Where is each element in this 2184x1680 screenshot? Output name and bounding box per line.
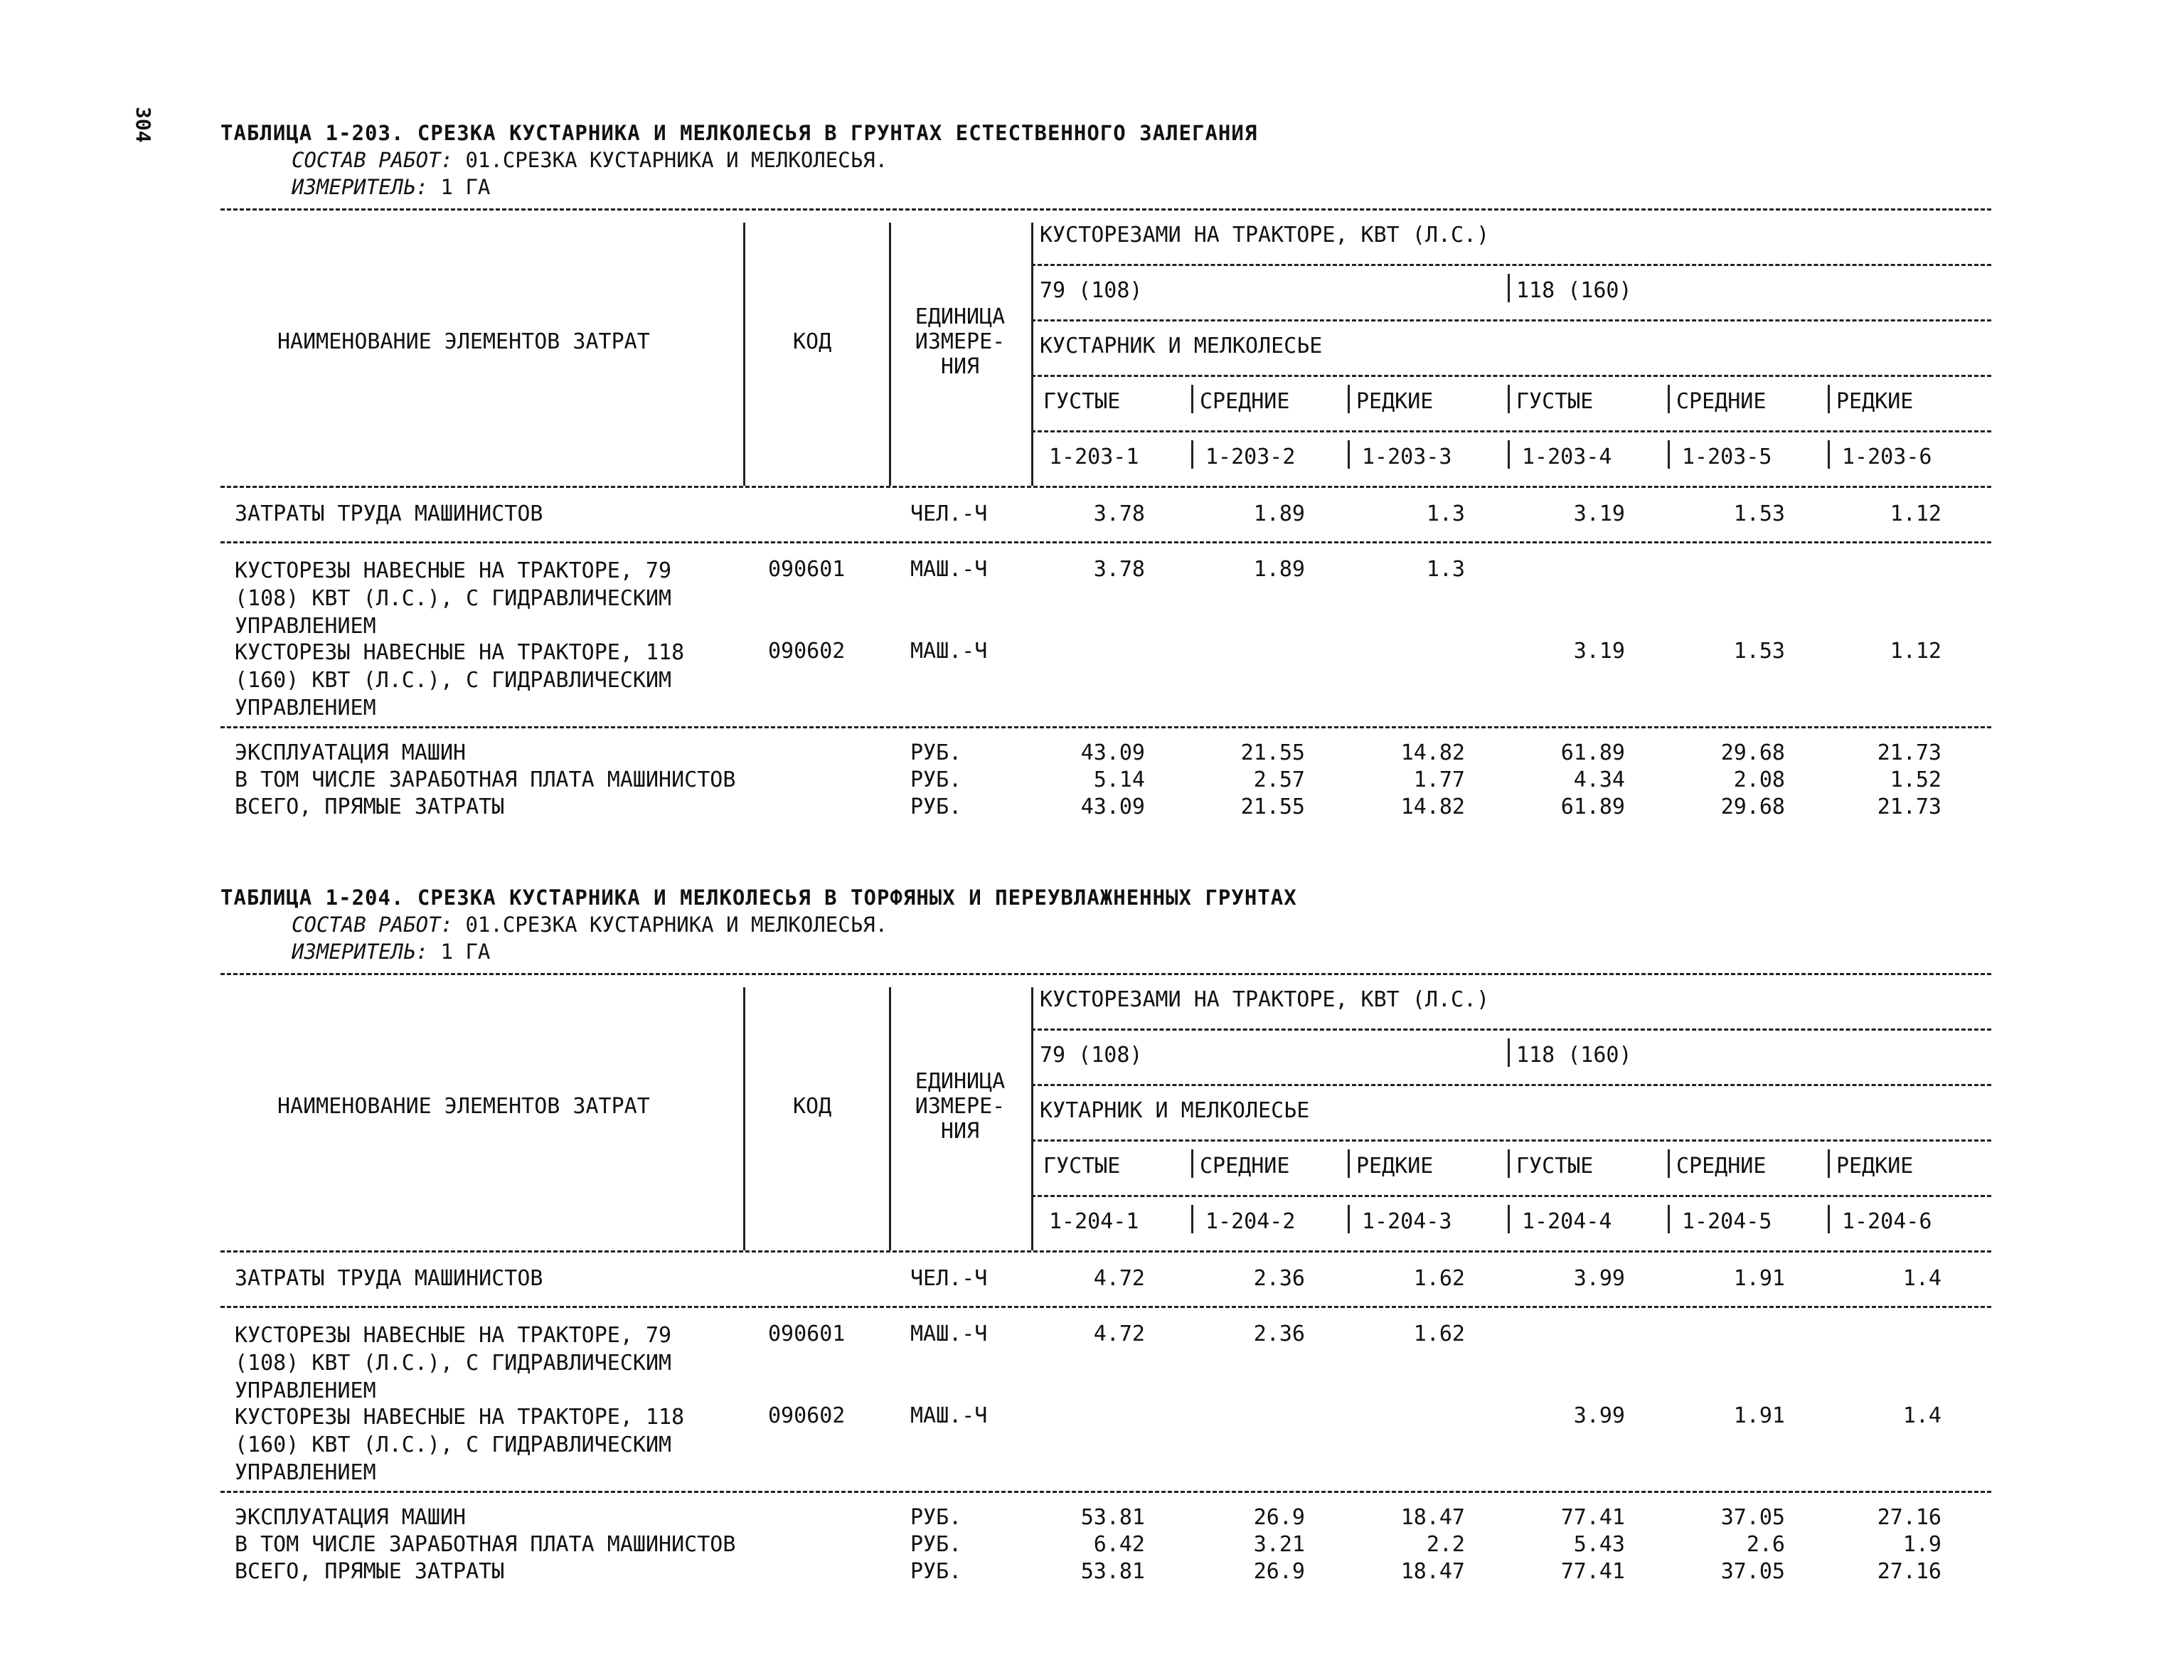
header-code-2: 1-204-2 [1205,1209,1296,1234]
cost-unit: РУБ. [910,1505,962,1530]
header-group: КУСТОРЕЗАМИ НА ТРАКТОРЕ, КВТ (Л.С.) [1040,987,1490,1012]
cost-value: 5.43 [1573,1532,1625,1557]
cost-name: В ТОМ ЧИСЛЕ ЗАРАБОТНАЯ ПЛАТА МАШИНИСТОВ [235,767,736,792]
labor-value: 2.36 [1253,1266,1305,1291]
machine-value: 3.99 [1573,1403,1625,1428]
labor-value: 1.3 [1426,501,1465,526]
column-divider [1508,1038,1510,1067]
column-divider [1191,440,1193,469]
machine-name: КУСТОРЕЗЫ НАВЕСНЫЕ НА ТРАКТОРЕ, 118 (160) КВТ (Л.С.), С ГИДРАВЛИЧЕСКИМ УПРАВЛЕНИЕМ [235,640,685,721]
cost-value: 3.21 [1253,1532,1305,1557]
cost-value: 26.9 [1253,1559,1305,1584]
machine-value: 4.72 [1093,1322,1145,1346]
header-code-1: 1-203-1 [1049,445,1139,469]
column-divider [1191,1149,1193,1178]
cost-value: 14.82 [1400,740,1465,765]
column-divider [1508,385,1510,413]
cost-name: ЭКСПЛУАТАЦИЯ МАШИН [235,740,467,765]
column-divider [1668,1205,1670,1233]
column-divider [1508,274,1510,302]
rule-line [220,208,1991,211]
cost-value: 43.09 [1080,740,1145,765]
header-code-column: КОД [793,1094,832,1119]
rule-line [220,1250,1991,1253]
header-unit-line2: ИЗМЕРЕ- [915,1094,1006,1119]
column-divider [743,223,745,486]
table-title: ТАБЛИЦА 1-204. СРЕЗКА КУСТАРНИКА И МЕЛКОЛЕСЬЯ В ТОРФЯНЫХ И ПЕРЕУВЛАЖНЕННЫХ ГРУНТАХ [220,886,1297,910]
machine-name: КУСТОРЕЗЫ НАВЕСНЫЕ НА ТРАКТОРЕ, 79 (108) КВТ (Л.С.), С ГИДРАВЛИЧЕСКИМ УПРАВЛЕНИЕМ [235,1323,672,1403]
header-density-3: РЕДКИЕ [1356,1154,1434,1179]
rule-line [1031,1084,1991,1086]
cost-value: 2.6 [1746,1532,1785,1557]
cost-value: 18.47 [1400,1505,1465,1530]
column-divider [1348,440,1350,469]
machine-unit: МАШ.-Ч [910,639,988,664]
machine-value: 1.89 [1253,557,1305,582]
column-divider [1508,440,1510,469]
page-number: 304 [132,107,155,143]
machine-unit: МАШ.-Ч [910,1322,988,1346]
header-power-b: 118 (160) [1516,1043,1632,1068]
column-divider [743,987,745,1250]
machine-code: 090602 [768,1403,846,1428]
cost-value: 1.52 [1890,767,1941,792]
labor-value: 1.53 [1733,501,1785,526]
rule-line [1031,1195,1991,1197]
machine-value: 1.53 [1733,639,1785,664]
header-code-5: 1-204-5 [1682,1209,1772,1234]
cost-value: 1.9 [1902,1532,1941,1557]
header-density-4: ГУСТЫЕ [1516,389,1594,414]
work-value: 01.СРЕЗКА КУСТАРНИКА И МЕЛКОЛЕСЬЯ. [452,148,888,172]
cost-value: 2.2 [1426,1532,1465,1557]
machine-code: 090601 [768,1322,846,1346]
machine-value: 3.78 [1093,557,1145,582]
rule-line [1031,1028,1991,1031]
column-divider [889,987,891,1250]
work-composition [292,913,888,937]
header-power-b: 118 (160) [1516,278,1632,303]
labor-value: 3.19 [1573,501,1625,526]
measure-unit [292,175,490,199]
header-unit-line1: ЕДИНИЦА [915,1069,1006,1094]
header-density-6: РЕДКИЕ [1836,389,1914,414]
header-density-2: СРЕДНИЕ [1200,389,1290,414]
cost-value: 29.68 [1720,794,1785,819]
header-vegetation: КУСТАРНИК И МЕЛКОЛЕСЬЕ [1040,334,1323,358]
cost-value: 21.73 [1877,740,1941,765]
rule-line [220,1491,1991,1493]
labor-value: 1.62 [1413,1266,1465,1291]
cost-value: 14.82 [1400,794,1465,819]
header-density-4: ГУСТЫЕ [1516,1154,1594,1179]
header-code-5: 1-203-5 [1682,445,1772,469]
cost-value: 77.41 [1560,1559,1625,1584]
rule-line [1031,264,1991,266]
labor-value: 1.4 [1902,1266,1941,1291]
cost-value: 61.89 [1560,740,1625,765]
cost-value: 5.14 [1093,767,1145,792]
labor-value: 1.12 [1890,501,1941,526]
rule-line [220,541,1991,543]
header-density-1: ГУСТЫЕ [1043,389,1121,414]
cost-unit: РУБ. [910,740,962,765]
labor-value: 1.89 [1253,501,1305,526]
table-title: ТАБЛИЦА 1-203. СРЕЗКА КУСТАРНИКА И МЕЛКОЛЕСЬЯ В ГРУНТАХ ЕСТЕСТВЕННОГО ЗАЛЕГАНИЯ [220,121,1258,145]
cost-value: 27.16 [1877,1559,1941,1584]
header-density-5: СРЕДНИЕ [1676,389,1767,414]
rule-line [220,486,1991,488]
unit-value: 1 ГА [428,940,491,964]
cost-name: ЭКСПЛУАТАЦИЯ МАШИН [235,1505,467,1530]
column-divider [1508,1205,1510,1233]
column-divider [1191,385,1193,413]
header-density-3: РЕДКИЕ [1356,389,1434,414]
column-divider [1348,1205,1350,1233]
unit-value: 1 ГА [428,175,491,199]
cost-name: ВСЕГО, ПРЯМЫЕ ЗАТРАТЫ [235,794,505,819]
column-divider [1348,1149,1350,1178]
header-density-2: СРЕДНИЕ [1200,1154,1290,1179]
cost-value: 2.57 [1253,767,1305,792]
cost-name: ВСЕГО, ПРЯМЫЕ ЗАТРАТЫ [235,1559,505,1584]
cost-value: 37.05 [1720,1505,1785,1530]
work-label: СОСТАВ РАБОТ: [292,148,453,172]
header-code-2: 1-203-2 [1205,445,1296,469]
column-divider [1828,440,1830,469]
cost-unit: РУБ. [910,794,962,819]
column-divider [1668,385,1670,413]
cost-value: 29.68 [1720,740,1785,765]
labor-unit: ЧЕЛ.-Ч [910,1266,988,1291]
header-density-5: СРЕДНИЕ [1676,1154,1767,1179]
cost-value: 53.81 [1080,1505,1145,1530]
machine-value: 3.19 [1573,639,1625,664]
header-code-1: 1-204-1 [1049,1209,1139,1234]
header-unit-line3: НИЯ [940,1119,980,1144]
labor-value: 1.91 [1733,1266,1785,1291]
rule-line [1031,430,1991,432]
header-power-a: 79 (108) [1040,278,1143,303]
cost-unit: РУБ. [910,767,962,792]
cost-value: 37.05 [1720,1559,1785,1584]
cost-value: 27.16 [1877,1505,1941,1530]
header-vegetation: КУТАРНИК И МЕЛКОЛЕСЬЕ [1040,1098,1310,1123]
machine-name: КУСТОРЕЗЫ НАВЕСНЫЕ НА ТРАКТОРЕ, 79 (108) КВТ (Л.С.), С ГИДРАВЛИЧЕСКИМ УПРАВЛЕНИЕМ [235,558,672,639]
header-code-4: 1-203-4 [1522,445,1612,469]
labor-value: 4.72 [1093,1266,1145,1291]
measure-unit [292,940,490,964]
column-divider [1508,1149,1510,1178]
column-divider [889,223,891,486]
header-code-6: 1-203-6 [1842,445,1932,469]
cost-value: 43.09 [1080,794,1145,819]
rule-line [1031,375,1991,377]
machine-value: 1.91 [1733,1403,1785,1428]
work-value: 01.СРЕЗКА КУСТАРНИКА И МЕЛКОЛЕСЬЯ. [452,913,888,937]
rule-line [220,726,1991,728]
column-divider [1031,223,1033,486]
column-divider [1668,440,1670,469]
rule-line [1031,1139,1991,1142]
cost-value: 2.08 [1733,767,1785,792]
machine-value: 1.3 [1426,557,1465,582]
cost-name: В ТОМ ЧИСЛЕ ЗАРАБОТНАЯ ПЛАТА МАШИНИСТОВ [235,1532,736,1557]
column-divider [1348,385,1350,413]
work-composition [292,148,888,172]
cost-value: 6.42 [1093,1532,1145,1557]
machine-unit: МАШ.-Ч [910,1403,988,1428]
machine-name: КУСТОРЕЗЫ НАВЕСНЫЕ НА ТРАКТОРЕ, 118 (160) КВТ (Л.С.), С ГИДРАВЛИЧЕСКИМ УПРАВЛЕНИЕМ [235,1405,685,1485]
machine-value: 1.4 [1902,1403,1941,1428]
header-unit-line1: ЕДИНИЦА [915,304,1006,329]
cost-value: 53.81 [1080,1559,1145,1584]
header-unit-line3: НИЯ [940,354,980,379]
header-code-3: 1-204-3 [1362,1209,1452,1234]
cost-value: 1.77 [1413,767,1465,792]
header-density-6: РЕДКИЕ [1836,1154,1914,1179]
machine-value: 2.36 [1253,1322,1305,1346]
header-density-1: ГУСТЫЕ [1043,1154,1121,1179]
cost-value: 21.73 [1877,794,1941,819]
work-label: СОСТАВ РАБОТ: [292,913,453,937]
cost-value: 26.9 [1253,1505,1305,1530]
cost-value: 4.34 [1573,767,1625,792]
cost-value: 77.41 [1560,1505,1625,1530]
header-unit-line2: ИЗМЕРЕ- [915,329,1006,354]
header-code-column: КОД [793,329,832,354]
rule-line [220,1306,1991,1308]
header-name-column: НАИМЕНОВАНИЕ ЭЛЕМЕНТОВ ЗАТРАТ [277,1094,650,1119]
machine-value: 1.62 [1413,1322,1465,1346]
labor-name: ЗАТРАТЫ ТРУДА МАШИНИСТОВ [235,1266,543,1291]
machine-code: 090601 [768,557,846,582]
header-code-4: 1-204-4 [1522,1209,1612,1234]
column-divider [1668,1149,1670,1178]
header-group: КУСТОРЕЗАМИ НА ТРАКТОРЕ, КВТ (Л.С.) [1040,223,1490,248]
column-divider [1828,385,1830,413]
column-divider [1828,1205,1830,1233]
labor-value: 3.78 [1093,501,1145,526]
header-code-6: 1-204-6 [1842,1209,1932,1234]
cost-unit: РУБ. [910,1559,962,1584]
header-name-column: НАИМЕНОВАНИЕ ЭЛЕМЕНТОВ ЗАТРАТ [277,329,650,354]
machine-code: 090602 [768,639,846,664]
rule-line [220,973,1991,975]
cost-unit: РУБ. [910,1532,962,1557]
cost-value: 21.55 [1240,794,1305,819]
unit-label: ИЗМЕРИТЕЛЬ: [292,940,429,964]
machine-value: 1.12 [1890,639,1941,664]
cost-value: 21.55 [1240,740,1305,765]
header-power-a: 79 (108) [1040,1043,1143,1068]
column-divider [1031,987,1033,1250]
rule-line [1031,319,1991,321]
column-divider [1828,1149,1830,1178]
cost-value: 61.89 [1560,794,1625,819]
cost-value: 18.47 [1400,1559,1465,1584]
column-divider [1191,1205,1193,1233]
labor-name: ЗАТРАТЫ ТРУДА МАШИНИСТОВ [235,501,543,526]
labor-value: 3.99 [1573,1266,1625,1291]
labor-unit: ЧЕЛ.-Ч [910,501,988,526]
machine-unit: МАШ.-Ч [910,557,988,582]
unit-label: ИЗМЕРИТЕЛЬ: [292,175,429,199]
header-code-3: 1-203-3 [1362,445,1452,469]
